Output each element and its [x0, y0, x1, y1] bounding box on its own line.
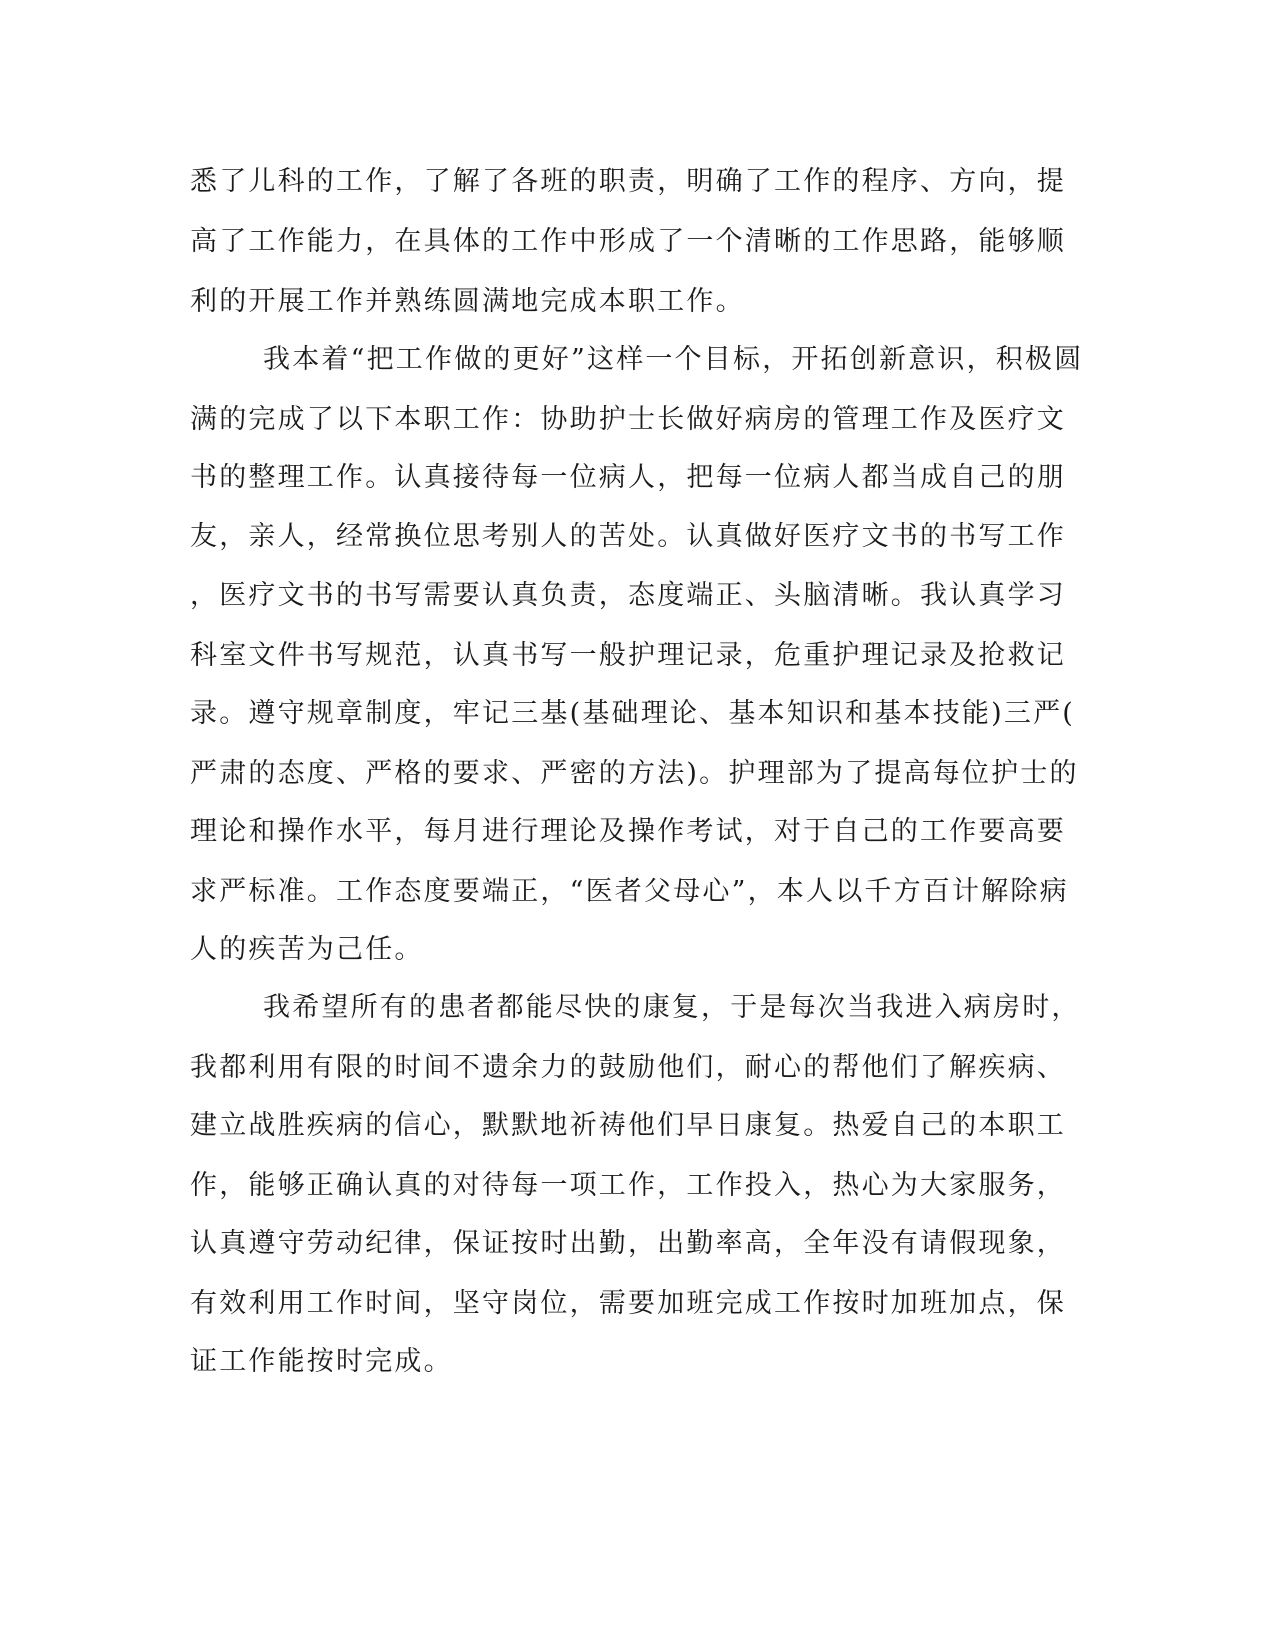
text-line: 录。遵守规章制度，牢记三基(基础理论、基本知识和基本技能)三严( — [190, 698, 1075, 729]
text-line: 高了工作能力，在具体的工作中形成了一个清晰的工作思路，能够顺 — [190, 226, 1066, 257]
text-line: 求严标准。工作态度要端正，“医者父母心”，本人以千方百计解除病 — [190, 876, 1069, 907]
text-line: 建立战胜疾病的信心，默默地祈祷他们早日康复。热爱自己的本职工 — [190, 1110, 1066, 1141]
text-line: 人的疾苦为己任。 — [190, 934, 424, 965]
text-line: 严肃的态度、严格的要求、严密的方法)。护理部为了提高每位护士的 — [190, 758, 1079, 789]
text-line: 利的开展工作并熟练圆满地完成本职工作。 — [190, 286, 745, 317]
text-line: 我希望所有的患者都能尽快的康复，于是每次当我进入病房时， — [263, 992, 1081, 1023]
text-line: 有效利用工作时间，坚守岗位，需要加班完成工作按时加班加点，保 — [190, 1288, 1066, 1319]
text-line: 我本着“把工作做的更好”这样一个目标，开拓创新意识，积极圆 — [263, 344, 1084, 375]
text-line: 书的整理工作。认真接待每一位病人，把每一位病人都当成自己的朋 — [190, 462, 1066, 493]
text-line: 作，能够正确认真的对待每一项工作，工作投入，热心为大家服务， — [190, 1170, 1066, 1201]
text-line: 满的完成了以下本职工作：协助护士长做好病房的管理工作及医疗文 — [190, 404, 1066, 435]
text-line: 我都利用有限的时间不遗余力的鼓励他们，耐心的帮他们了解疾病、 — [190, 1052, 1066, 1083]
text-line: 友，亲人，经常换位思考别人的苦处。认真做好医疗文书的书写工作 — [190, 521, 1066, 552]
text-line: 证工作能按时完成。 — [190, 1346, 453, 1377]
text-line: ，医疗文书的书写需要认真负责，态度端正、头脑清晰。我认真学习 — [190, 580, 1066, 611]
text-line: 悉了儿科的工作，了解了各班的职责，明确了工作的程序、方向，提 — [190, 166, 1066, 197]
text-line: 理论和操作水平，每月进行理论及操作考试，对于自己的工作要高要 — [190, 816, 1066, 847]
text-line: 认真遵守劳动纪律，保证按时出勤，出勤率高，全年没有请假现象， — [190, 1228, 1066, 1259]
text-line: 科室文件书写规范，认真书写一般护理记录，危重护理记录及抢救记 — [190, 640, 1066, 671]
